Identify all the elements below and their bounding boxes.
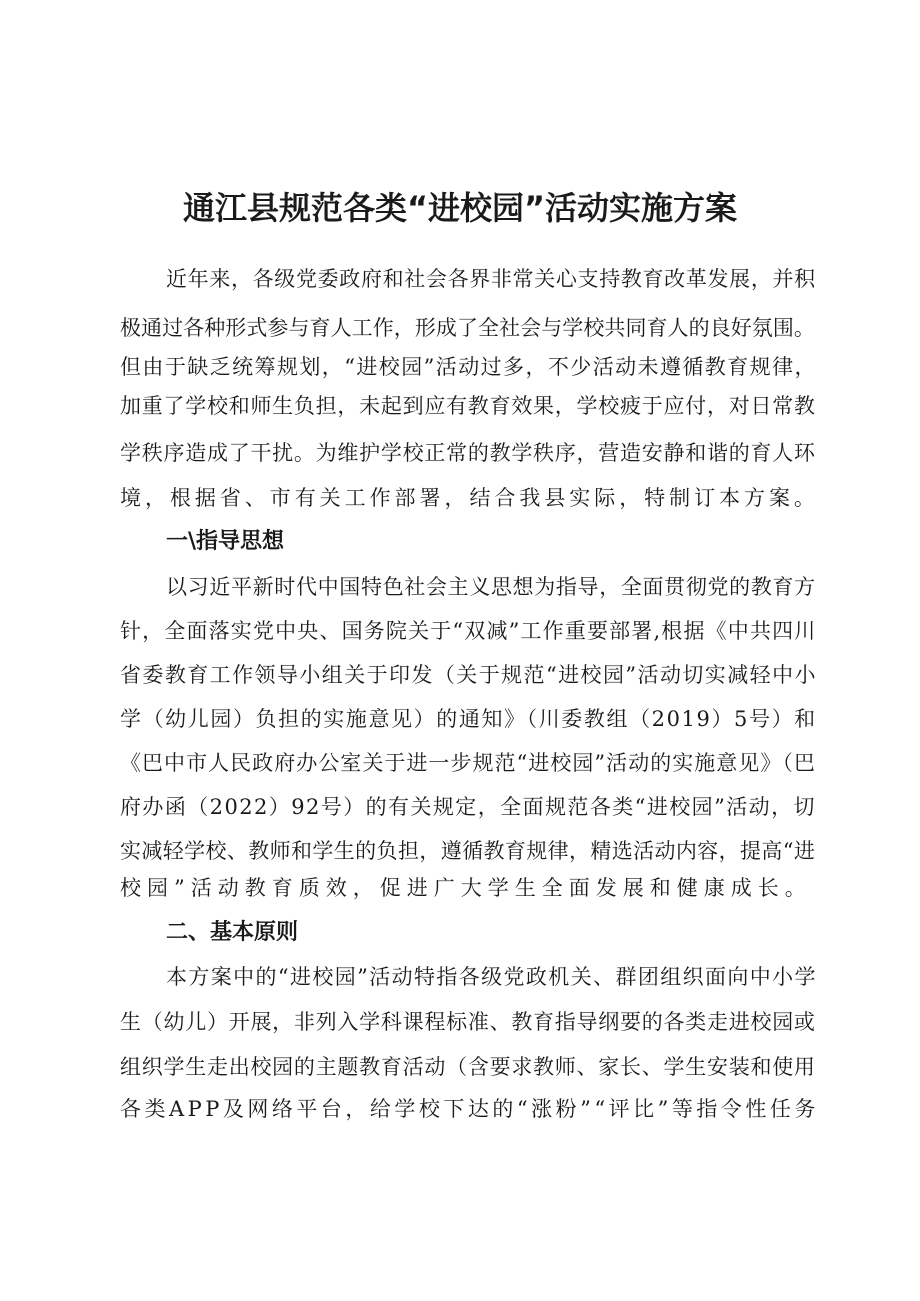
section2-line-4: 各类APP及网络平台，给学校下达的“涨粉”“评比”等指令性任务	[120, 1097, 819, 1121]
section2-line-2: 生（幼儿）开展，非列入学科课程标准、教育指导纲要的各类走进校园或	[120, 1010, 816, 1034]
intro-line-1: 近年来，各级党委政府和社会各界非常关心支持教育改革发展，并积	[166, 267, 816, 291]
section1-line-5: 《巴中市人民政府办公室关于进一步规范“进校园”活动的实施意见》（巴	[120, 751, 816, 775]
section1-line-1: 以习近平新时代中国特色社会主义思想为指导，全面贯彻党的教育方	[166, 575, 816, 599]
section2-line-1: 本方案中的“进校园”活动特指各级党政机关、群团组织面向中小学	[166, 965, 817, 989]
section1-line-8: 校园”活动教育质效，促进广大学生全面发展和健康成长。	[120, 876, 812, 900]
section1-line-3: 省委教育工作领导小组关于印发（关于规范“进校园”活动切实减轻中小	[120, 663, 817, 687]
document-title: 通江县规范各类“进校园”活动实施方案	[182, 189, 738, 227]
section1-line-7: 实减轻学校、教师和学生的负担，遵循教育规律，精选活动内容，提高“进	[120, 839, 816, 863]
intro-line-6: 境，根据省、市有关工作部署，结合我县实际，特制订本方案。	[120, 486, 819, 510]
section-heading-basic-principles: 二、基本原则	[166, 920, 299, 945]
intro-line-4: 加重了学校和师生负担，未起到应有教育效果，学校疲于应付，对日常教	[120, 394, 816, 418]
intro-line-2: 极通过各种形式参与育人工作，形成了全社会与学校共同育人的良好氛围。	[120, 316, 815, 340]
section1-line-4: 学（幼儿园）负担的实施意见）的通知》（川委教组（2019）5号）和	[120, 707, 817, 731]
section2-line-3: 组织学生走出校园的主题教育活动（含要求教师、家长、学生安装和使用	[120, 1055, 816, 1079]
section-heading-guiding-ideology: 一\指导思想	[166, 529, 285, 554]
section1-line-6: 府办函（2022）92号）的有关规定，全面规范各类“进校园”活动，切	[120, 795, 816, 819]
intro-line-3: 但由于缺乏统筹规划，“进校园”活动过多，不少活动未遵循教育规律，	[120, 355, 817, 379]
intro-line-5: 学秩序造成了干扰。为维护学校正常的教学秩序，营造安静和谐的育人环	[120, 441, 816, 465]
section1-line-2: 针，全面落实党中央、国务院关于“双减”工作重要部署,根据《中共四川	[120, 619, 817, 643]
